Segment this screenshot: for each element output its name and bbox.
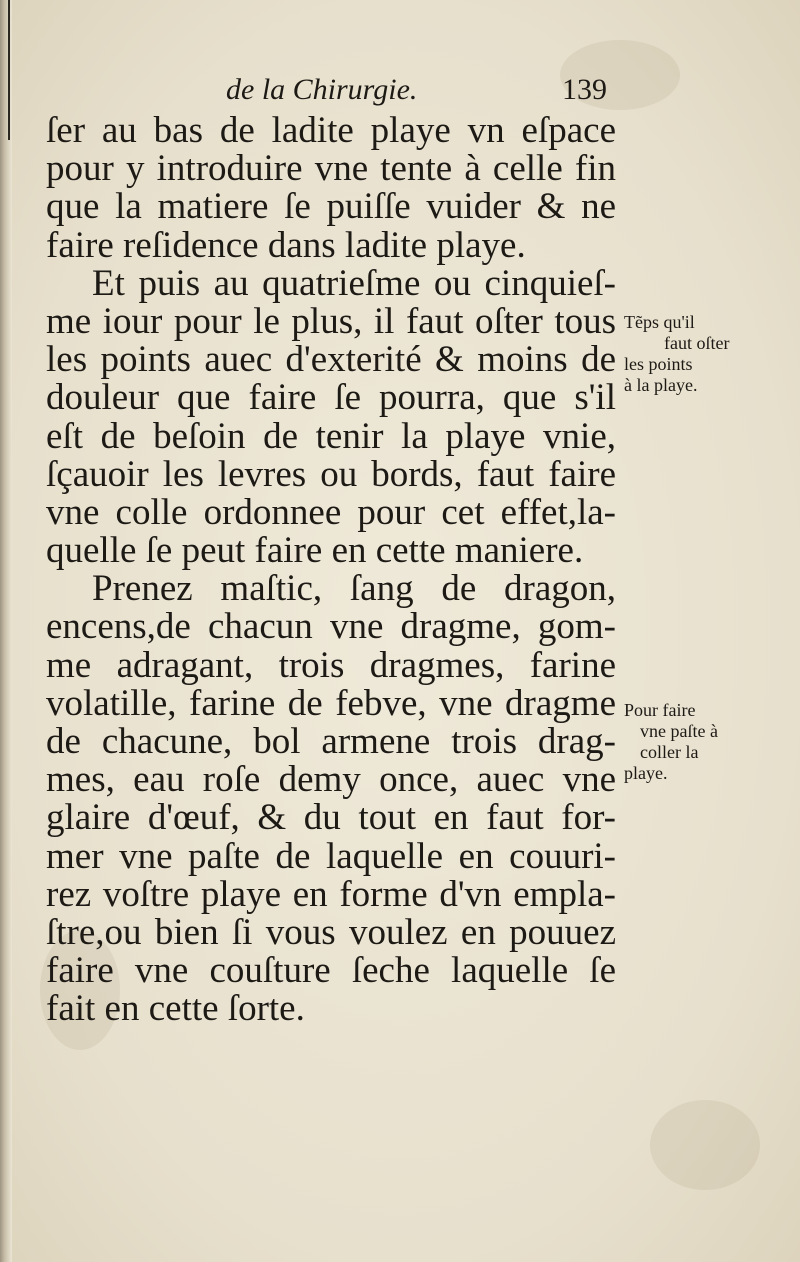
text-line: encens,de chacun vne dragme, gom-	[46, 606, 616, 648]
margin-note-line: coller la	[640, 742, 699, 762]
text-line: me iour pour le plus, il faut oſter tous	[46, 300, 616, 342]
text-line: vne colle ordonnee pour cet effet,la-	[46, 491, 616, 533]
binding-edge-line	[8, 0, 10, 140]
text-line: de chacune, bol armene trois drag-	[46, 721, 616, 762]
text-line: Et puis au quatrieſme ou cinquieſ-	[92, 262, 616, 304]
margin-note-line: Pour faire	[624, 700, 696, 720]
running-head	[0, 72, 800, 112]
text-line: les points auec d'exterité & moins de	[46, 339, 616, 381]
text-line: fait en cette ſorte.	[46, 988, 305, 1030]
text-line: faire reſidence dans ladite playe.	[46, 224, 526, 266]
text-line: pour y introduire vne tente à celle fin	[46, 148, 616, 190]
margin-note-removing-stitches	[624, 312, 784, 396]
margin-note-line: les points	[624, 354, 693, 374]
text-line: Prenez maſtic, ſang de dragon,	[92, 568, 616, 610]
margin-note-wound-paste	[624, 700, 784, 784]
body-text	[46, 112, 616, 1029]
text-line: faire vne couſture ſeche laquelle ſe	[46, 950, 616, 992]
text-line: eſt de beſoin de tenir la playe vnie,	[46, 415, 616, 457]
margin-note-line: à la playe.	[624, 375, 698, 395]
text-line: mer vne paſte de laquelle en couuri-	[46, 835, 616, 877]
text-line: ſtre,ou bien ſi vous voulez en pouuez	[46, 911, 616, 953]
margin-note-line: Tẽps qu'il	[624, 312, 695, 332]
page-edge-shadow	[0, 0, 12, 1262]
page-number: 139	[562, 73, 607, 106]
text-line: volatille, farine de febve, vne dragme	[46, 682, 616, 724]
running-head-title: de la Chirurgie.	[226, 73, 418, 106]
text-line: douleur que faire ſe pourra, que s'il	[46, 377, 616, 419]
paper-stain	[650, 1100, 760, 1190]
margin-note-line: vne paſte à	[640, 721, 718, 741]
text-line: ſer au bas de ladite playe vn eſpace	[46, 110, 616, 151]
text-line: rez voſtre playe en forme d'vn empla-	[46, 873, 616, 915]
margin-note-line: playe.	[624, 763, 668, 783]
text-line: ſçauoir les levres ou bords, faut faire	[46, 453, 616, 495]
text-line: que la matiere ſe puiſſe vuider & ne	[46, 186, 616, 228]
text-line: mes, eau roſe demy once, auec vne	[46, 759, 616, 801]
text-line: me adragant, trois dragmes, farine	[46, 644, 616, 686]
margin-note-line: faut oſter	[664, 333, 730, 353]
text-line: quelle ſe peut faire en cette maniere.	[46, 530, 584, 572]
text-line: glaire d'œuf, & du tout en faut for-	[46, 797, 616, 839]
